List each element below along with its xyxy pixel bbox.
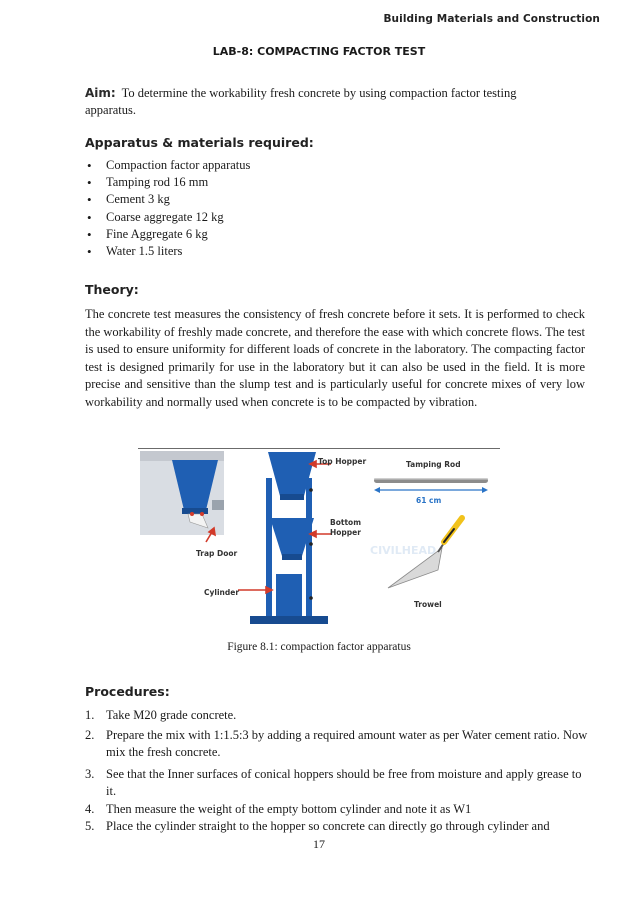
aim-section bbox=[85, 85, 555, 119]
list-item bbox=[85, 707, 590, 725]
tamping-rod-label: Tamping Rod bbox=[406, 460, 461, 469]
list-item bbox=[85, 818, 590, 836]
theory-heading: Theory: bbox=[85, 282, 139, 297]
trowel-label: Trowel bbox=[414, 600, 442, 609]
procedures-list bbox=[85, 707, 590, 836]
item-number: 3. bbox=[85, 766, 95, 781]
item-text: Then measure the weight of the empty bottom cylinder and note it as W1 bbox=[106, 801, 472, 816]
tamping-rod bbox=[374, 478, 488, 493]
trap-door-inset-photo bbox=[140, 451, 224, 535]
figure-caption: Figure 8.1: compaction factor apparatus bbox=[227, 641, 411, 653]
svg-text:CIVILHEAD: CIVILHEAD bbox=[370, 544, 437, 557]
item-text: See that the Inner surfaces of conical hoppers should be free from moisture and apply grease to it. bbox=[106, 766, 582, 798]
procedures-heading: Procedures: bbox=[85, 684, 170, 699]
item-number: 2. bbox=[85, 727, 95, 742]
item-text: Prepare the mix with 1:1.5:3 by adding a required amount water as per Water cement ratio. Now mix the fresh concrete. bbox=[106, 727, 588, 759]
page-number: 17 bbox=[313, 837, 325, 851]
aim-text: To determine the workability fresh concrete by using compaction factor testing apparatus. bbox=[85, 86, 517, 117]
list-item bbox=[85, 801, 590, 819]
list-item: • Tamping rod 16 mm bbox=[85, 174, 250, 191]
item-number: 1. bbox=[85, 708, 95, 722]
lab-title: LAB-8: COMPACTING FACTOR TEST bbox=[212, 45, 426, 58]
rod-length-label: 61 cm bbox=[416, 496, 442, 505]
top-hopper-label: Top Hopper bbox=[318, 457, 367, 466]
list-item bbox=[85, 727, 590, 762]
aim-label: Aim: bbox=[85, 86, 116, 100]
course-header: Building Materials and Construction bbox=[383, 13, 600, 25]
list-item: • Compaction factor apparatus bbox=[85, 157, 250, 174]
item-number: 5. bbox=[85, 819, 95, 833]
bottom-hopper-label-2: Hopper bbox=[330, 528, 361, 537]
bottom-hopper-label-1: Bottom bbox=[330, 518, 362, 527]
list-item: • Cement 3 kg bbox=[85, 191, 250, 208]
trap-door-label: Trap Door bbox=[196, 549, 238, 558]
apparatus-illustration bbox=[138, 448, 500, 628]
list-item: • Fine Aggregate 6 kg bbox=[85, 226, 250, 243]
list-item: • Coarse aggregate 12 kg bbox=[85, 209, 250, 226]
apparatus-heading: Apparatus & materials required: bbox=[85, 135, 314, 150]
item-number: 4. bbox=[85, 801, 95, 816]
list-item: • Water 1.5 liters bbox=[85, 243, 250, 260]
theory-paragraph: The concrete test measures the consistency of fresh concrete before it sets. It is performed to check the workability of freshly made concrete, and therefore the ease with which concrete flows. The test is used to ensure uniformity for different loads of concrete in the laboratory. The compacting factor test is designed primarily for use in the laboratory but it can also be used in the field. It is more precise and sensitive than the slump test and is particularly useful for concrete mixes of very low workability and normally used when concrete is to be compacted by vibration. bbox=[85, 307, 585, 409]
item-text: Place the cylinder straight to the hopper so concrete can directly go through cylinder and bbox=[106, 819, 550, 833]
item-text: Take M20 grade concrete. bbox=[106, 708, 237, 722]
list-item bbox=[85, 766, 590, 801]
cylinder-label: Cylinder bbox=[204, 588, 240, 597]
apparatus-figure bbox=[138, 448, 500, 628]
apparatus-list bbox=[85, 157, 250, 260]
